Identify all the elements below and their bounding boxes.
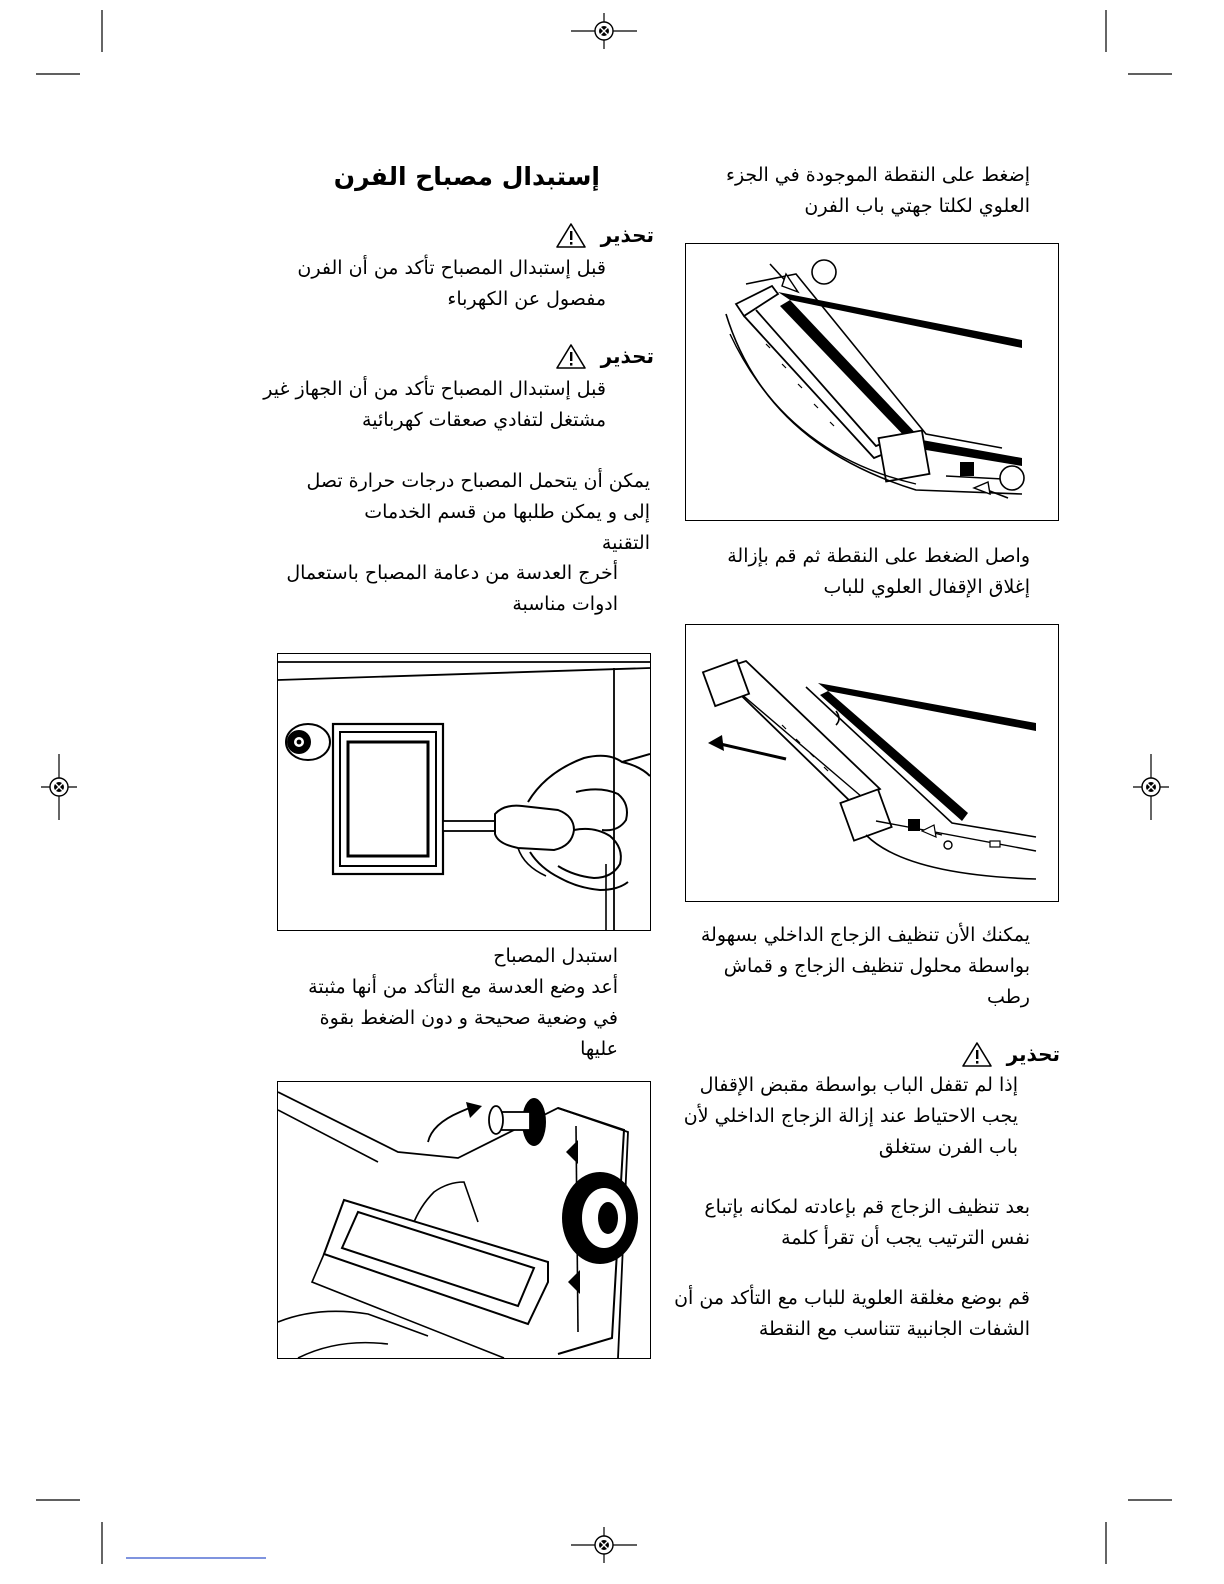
replace-lamp-text: استبدل المصباح أعد وضع العدسة مع التأكد من أنها مثبتة في وضعية صحيحة و دون الضغط بقوة عليها [308, 945, 618, 1060]
refit-lock-text: قم بوضع مغلقة العلوية للباب مع التأكد من أن الشفات الجانبية تتناسب مع النقطة [674, 1287, 1030, 1340]
figure-door-remove-lock [685, 624, 1059, 902]
registration-mark-icon [39, 752, 79, 822]
warning-label: تحذير [600, 223, 654, 247]
reassemble-text: بعد تنظيف الزجاج قم بإعادته لمكانه بإتباع نفس الترتيب يجب أن تقرأ كلمة [704, 1196, 1030, 1249]
warning-label: تحذير [600, 344, 654, 368]
warning-text-3: إذا لم تقفل الباب بواسطة مقبض الإقفال يجب الاحتياط عند إزالة الزجاج الداخلي لأن باب الفرن ستغلق [683, 1074, 1018, 1158]
warning-text-1: قبل إستبدال المصباح تأكد من أن الفرن مفصول عن الكهرباء [297, 257, 606, 310]
warning-triangle-icon [555, 342, 587, 370]
press-point-text: إضغط على النقطة الموجودة في الجزء العلوي لكلتا جهتي باب الفرن [726, 164, 1030, 217]
figure-lamp-closeup [277, 1081, 651, 1359]
warning-heading-3 [961, 1039, 1060, 1069]
warning-text-2: قبل إستبدال المصباح تأكد من أن الجهاز غير مشتغل لتفادي صعقات كهربائية [263, 378, 606, 431]
registration-mark-icon [569, 1525, 639, 1565]
remove-lens-text: أخرج العدسة من دعامة المصباح باستعمال ادوات مناسبة [286, 562, 618, 615]
warning-heading-1 [555, 220, 654, 250]
page-title: إستبدال مصباح الفرن [333, 162, 600, 191]
clean-glass-text: يمكنك الأن تنظيف الزجاج الداخلي بسهولة بواسطة محلول تنظيف الزجاج و قماش رطب [700, 924, 1030, 1008]
warning-label: تحذير [1006, 1042, 1060, 1066]
registration-mark-icon [569, 11, 639, 51]
figure-remove-lens [277, 653, 651, 931]
remove-lock-text: واصل الضغط على النقطة ثم قم بإزالة إغلاق الإقفال العلوي للباب [727, 545, 1030, 598]
lamp-temperature-text: يمكن أن يتحمل المصباح درجات حرارة تصل إلى و يمكن طلبها من قسم الخدمات التقنية [306, 470, 650, 554]
figure-door-press-points [685, 243, 1059, 521]
warning-triangle-icon [555, 221, 587, 249]
warning-triangle-icon [961, 1040, 993, 1068]
registration-mark-icon [1131, 752, 1171, 822]
warning-heading-2 [555, 341, 654, 371]
